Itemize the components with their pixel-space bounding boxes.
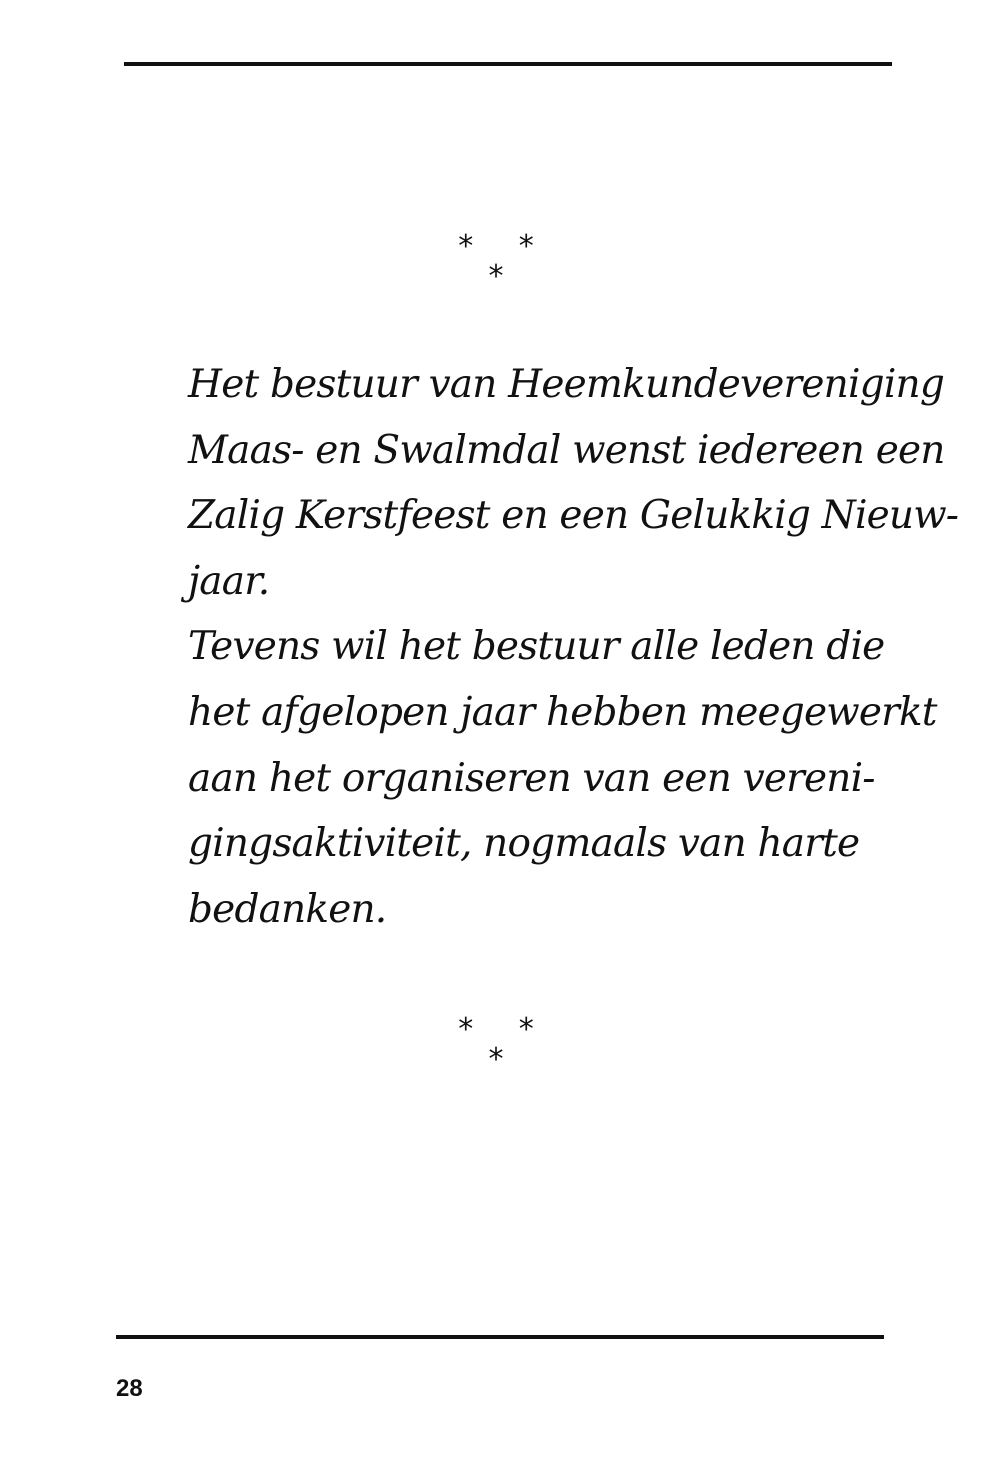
message-line: Maas- en Swalmdal wenst iedereen een: [188, 427, 945, 473]
top-rule: [124, 62, 892, 66]
message-line: het afgelopen jaar hebben meegewerkt: [188, 689, 937, 735]
bottom-rule: [116, 1335, 884, 1339]
message-line: bedanken.: [188, 886, 387, 932]
message-line: Het bestuur van Heemkundevereniging: [188, 362, 944, 407]
message-line: gingsaktiviteit, nogmaals van harte: [188, 821, 860, 867]
ornament-top: * * *: [458, 229, 552, 294]
message-line: Tevens wil het bestuur alle leden die: [188, 624, 885, 670]
message-line: aan het organiseren van een vereni-: [188, 755, 875, 801]
greeting-message: [188, 352, 959, 942]
ornament-bottom: * * *: [458, 1012, 552, 1077]
message-line: Zalig Kerstfeest en een Gelukkig Nieuw-: [188, 493, 959, 539]
message-line: jaar.: [188, 558, 270, 604]
page-number: 28: [116, 1375, 143, 1402]
